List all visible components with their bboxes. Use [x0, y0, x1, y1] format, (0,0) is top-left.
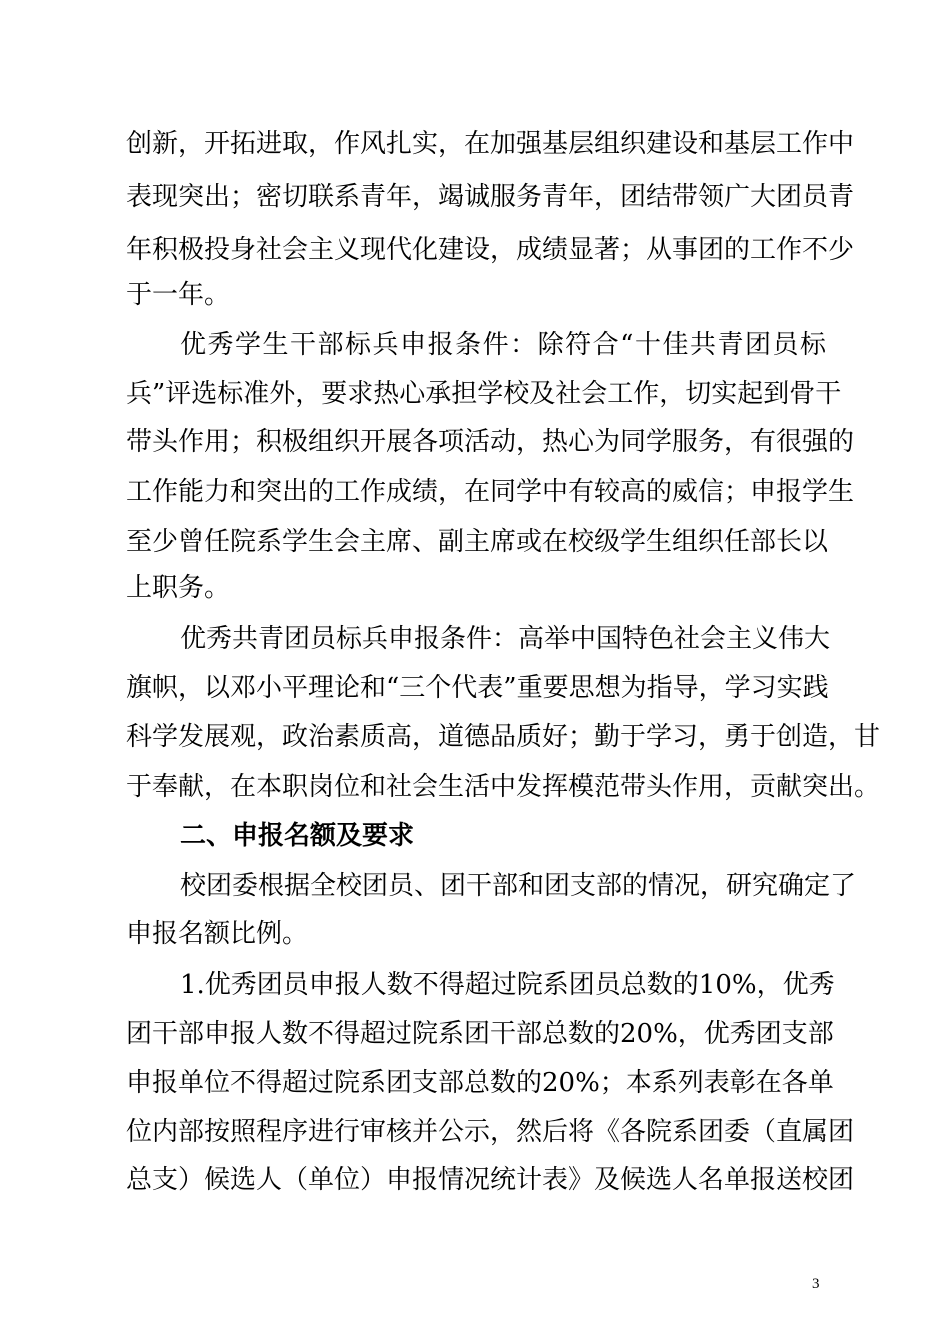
body-text-line: 带头作用；积极组织开展各项活动，热心为同学服务，有很强的: [126, 427, 855, 457]
page-number: 3: [812, 1276, 820, 1292]
paragraph-first-line: 校团委根据全校团员、团干部和团支部的情况，研究确定了: [180, 871, 857, 901]
body-text-line: 科学发展观，政治素质高，道德品质好；勤于学习，勇于创造，甘: [126, 722, 881, 752]
body-text-line: 申报单位不得超过院系团支部总数的20%；本系列表彰在各单: [126, 1068, 834, 1098]
paragraph-first-line: 优秀学生干部标兵申报条件：除符合“十佳共青团员标: [180, 330, 826, 360]
body-text-line: 兵”评选标准外，要求热心承担学校及社会工作，切实起到骨干: [126, 379, 842, 409]
body-text-line: 于奉献，在本职岗位和社会生活中发挥模范带头作用，贡献突出。: [126, 772, 881, 802]
body-text-line: 团干部申报人数不得超过院系团干部总数的20%，优秀团支部: [126, 1019, 834, 1049]
body-text-line: 表现突出；密切联系青年，竭诚服务青年，团结带领广大团员青: [126, 182, 855, 212]
body-text-line: 申报名额比例。: [126, 919, 309, 949]
body-text-line: 创新，开拓进取，作风扎实，在加强基层组织建设和基层工作中: [126, 129, 855, 159]
body-text-line: 于一年。: [126, 280, 231, 310]
body-text-line: 旗帜，以邓小平理论和“三个代表”重要思想为指导，学习实践: [126, 673, 829, 703]
body-text-line: 位内部按照程序进行审核并公示，然后将《各院系团委（直属团: [126, 1117, 855, 1147]
paragraph-first-line: 1.优秀团员申报人数不得超过院系团员总数的10%，优秀: [180, 970, 835, 1000]
body-text-line: 上职务。: [126, 573, 231, 603]
body-text-line: 至少曾任院系学生会主席、副主席或在校级学生组织任部长以: [126, 527, 829, 557]
body-text-line: 总支）候选人（单位）申报情况统计表》及候选人名单报送校团: [126, 1165, 855, 1195]
body-text-line: 工作能力和突出的工作成绩，在同学中有较高的威信；申报学生: [126, 477, 855, 507]
body-text-line: 年积极投身社会主义现代化建设，成绩显著；从事团的工作不少: [126, 235, 855, 265]
paragraph-first-line: 优秀共青团员标兵申报条件：高举中国特色社会主义伟大: [180, 624, 831, 654]
section-heading: 二、申报名额及要求: [180, 821, 415, 851]
